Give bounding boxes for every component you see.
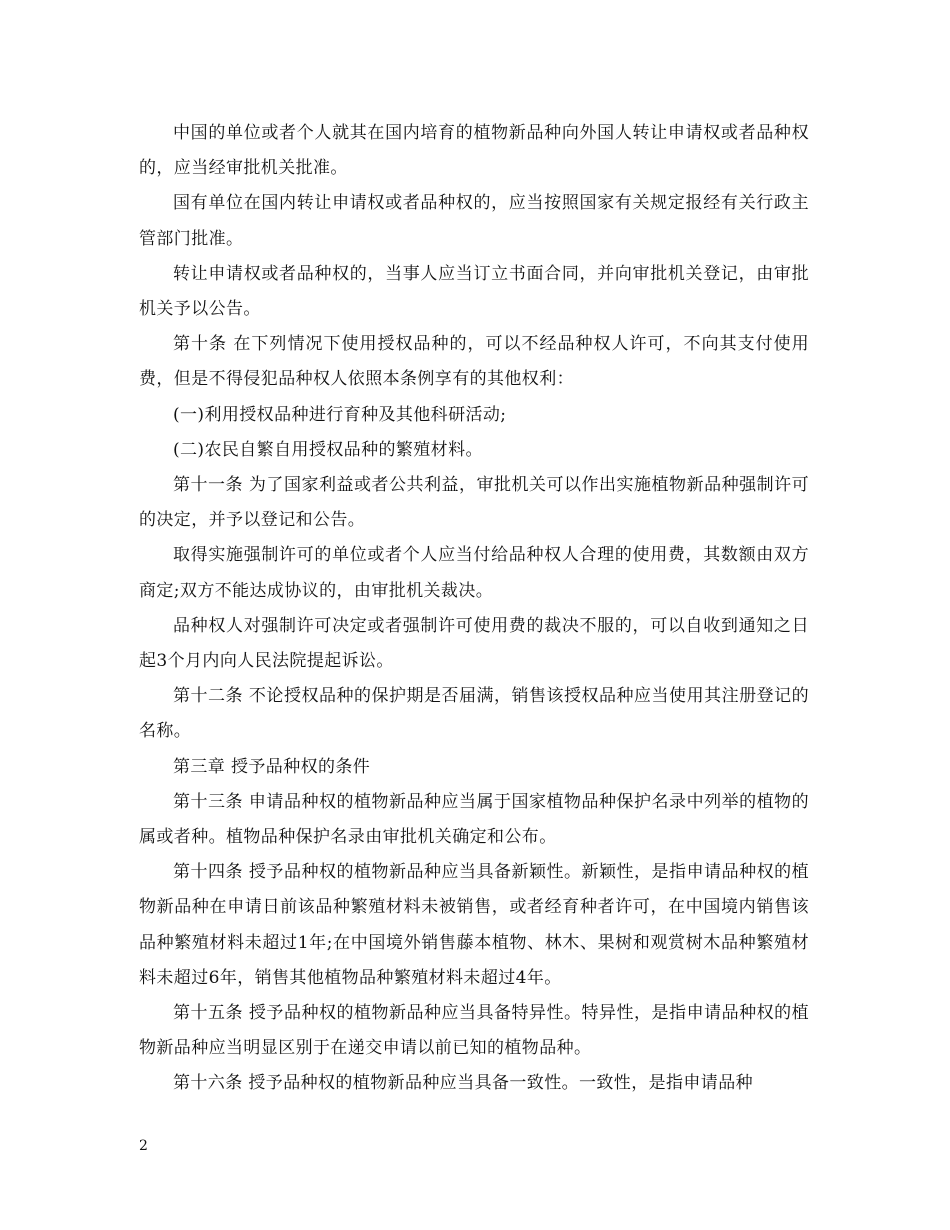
paragraph-article-10-item-1: (一)利用授权品种进行育种及其他科研活动;	[173, 404, 507, 425]
document-body	[139, 116, 809, 1102]
paragraph-article-16: 第十六条 授予品种权的植物新品种应当具备一致性。一致性，是指申请品种	[173, 1073, 754, 1094]
paragraph-article-14: 第十四条 授予品种权的植物新品种应当具备新颖性。新颖性，是指申请品种权的植物新品种在申请日前该品种繁殖材料未被销售，或者经育种者许可，在中国境内销售该品种繁殖材料未超过1年;在中国境外销售藤本植物、林木、果树和观赏树木品种繁殖材料未超过6年，销售其他植物品种繁殖材料未超过4年。	[139, 862, 809, 988]
paragraph-article-10-item-2: (二)农民自繁自用授权品种的繁殖材料。	[173, 439, 483, 460]
paragraph-article-11: 第十一条 为了国家利益或者公共利益，审批机关可以作出实施植物新品种强制许可的决定，并予以登记和公告。	[139, 475, 809, 531]
paragraph-litigation: 品种权人对强制许可决定或者强制许可使用费的裁决不服的，可以自收到通知之日起3个月内向人民法院提起诉讼。	[139, 615, 809, 672]
paragraph-transfer-contract: 转让申请权或者品种权的，当事人应当订立书面合同，并向审批机关登记，由审批机关予以公告。	[139, 263, 809, 320]
paragraph-state-owned-transfer: 国有单位在国内转让申请权或者品种权的，应当按照国家有关规定报经有关行政主管部门批准。	[139, 193, 809, 249]
chapter-heading: 第三章 授予品种权的条件	[173, 756, 371, 777]
paragraph-article-13: 第十三条 申请品种权的植物新品种应当属于国家植物品种保护名录中列举的植物的属或者种。植物品种保护名录由审批机关确定和公布。	[139, 791, 809, 848]
page-number: 2	[139, 1138, 148, 1154]
paragraph-transfer-to-foreigners: 中国的单位或者个人就其在国内培育的植物新品种向外国人转让申请权或者品种权的，应当经审批机关批准。	[139, 123, 809, 179]
paragraph-article-15: 第十五条 授予品种权的植物新品种应当具备特异性。特异性，是指申请品种权的植物新品种应当明显区别于在递交申请以前已知的植物品种。	[139, 1003, 809, 1059]
paragraph-compulsory-license-fee: 取得实施强制许可的单位或者个人应当付给品种权人合理的使用费，其数额由双方商定;双方不能达成协议的，由审批机关裁决。	[139, 545, 809, 601]
paragraph-article-12: 第十二条 不论授权品种的保护期是否届满，销售该授权品种应当使用其注册登记的名称。	[139, 686, 809, 742]
paragraph-article-10: 第十条 在下列情况下使用授权品种的，可以不经品种权人许可，不向其支付使用费，但是不得侵犯品种权人依照本条例享有的其他权利：	[139, 334, 809, 390]
